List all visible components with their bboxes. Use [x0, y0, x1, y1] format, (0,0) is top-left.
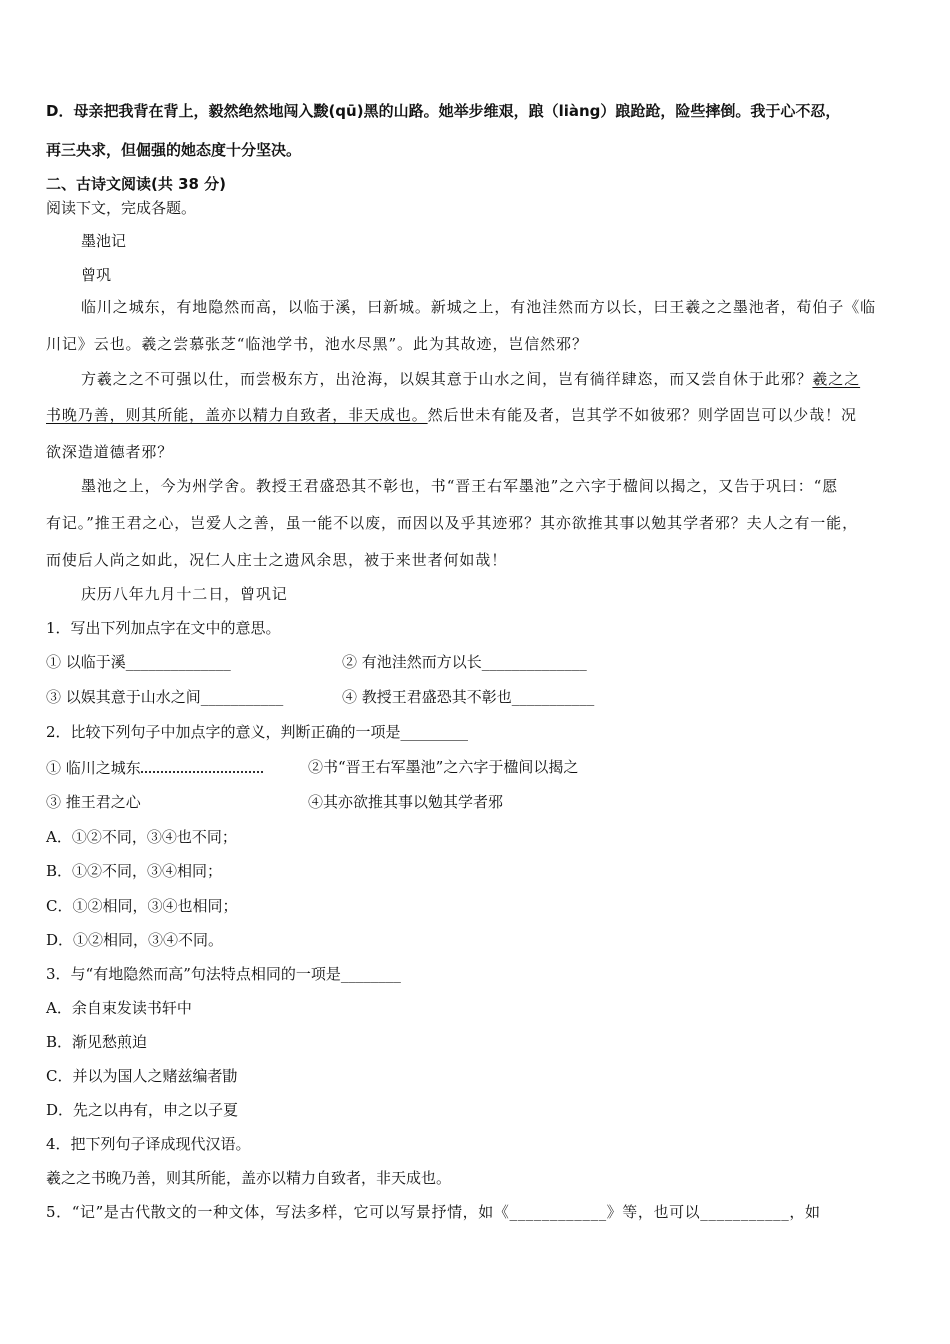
q2-item-3: ③ 推王君之心: [46, 793, 141, 811]
passage-p2-text: 然后世未有能及者，岂其学不如彼邪？则学固岂可以少哉！况: [427, 406, 857, 424]
q2-item-2: ②书“晋王右军墨池”之六字于楹间以揭之: [308, 758, 579, 776]
section-instruction: 阅读下文，完成各题。: [46, 199, 197, 217]
q2-item-1-text: ① 临川之城东: [46, 759, 141, 777]
q2-option-d: D．①②相同，③④不同。: [46, 931, 224, 949]
q3-option-d: D．先之以冉有，申之以子夏: [46, 1101, 239, 1119]
q2-item-4: ④其亦欲推其事以勉其学者邪: [308, 793, 504, 811]
q1-item-4: ④ 教授王君盛恐其不彰也___________: [342, 688, 595, 706]
q1-item-2: ② 有池洼然而方以长______________: [342, 653, 587, 671]
q3-stem: 3．与“有地隐然而高”句法特点相同的一项是________: [46, 965, 401, 983]
q4-stem: 4．把下列句子译成现代汉语。: [46, 1135, 251, 1153]
q1-item-3: ③ 以娱其意于山水之间___________: [46, 688, 284, 706]
q2-option-a: A．①②不同，③④也不同；: [46, 828, 237, 846]
passage-date: 庆历八年九月十二日，曾巩记: [81, 585, 288, 603]
q4-sentence: 羲之之书晚乃善，则其所能，盖亦以精力自致者，非天成也。: [46, 1169, 452, 1187]
q1-item-1: ① 以临于溪______________: [46, 653, 231, 671]
option-d-line-2: 再三央求，但倔强的她态度十分坚决。: [46, 141, 302, 159]
passage-author: 曾巩: [81, 266, 112, 284]
passage-p3-line-1: 墨池之上，今为州学舍。教授王君盛恐其不彰也，书“晋王右军墨池”之六字于楹间以揭之，又告于巩曰：“愿: [81, 477, 839, 495]
passage-p2-text: 方羲之之不可强以仕，而尝极东方，出沧海，以娱其意于山水之间，岂有徜徉肆恣，而又尝自休于此邪？: [81, 370, 813, 388]
passage-p2-line-3: 欲深造道德者邪？: [46, 443, 174, 461]
q3-option-b: B．渐见愁煎迫: [46, 1033, 148, 1051]
passage-p3-line-3: 而使后人尚之如此，况仁人庄士之遗风余思，被于来世者何如哉！: [46, 551, 508, 569]
passage-p1-line-2: 川记》云也。羲之尝慕张芝“临池学书，池水尽黑”。此为其故迹，岂信然邪？: [46, 335, 588, 353]
q2-option-b: B．①②不同，③④相同；: [46, 862, 223, 880]
underlined-sentence-end: 书晚乃善，则其所能，盖亦以精力自致者，非天成也。: [46, 406, 428, 424]
passage-title: 墨池记: [81, 232, 127, 250]
passage-p2-line-1: [81, 369, 860, 389]
q3-option-c: C．并以为国人之赌兹编者勖: [46, 1067, 238, 1085]
passage-p1-line-1: 临川之城东，有地隐然而高，以临于溪，曰新城。新城之上，有池洼然而方以长，曰王羲之之墨池者，荀伯子《临: [81, 298, 877, 316]
section-heading: 二、古诗文阅读(共 38 分): [46, 175, 227, 193]
q1-stem: 1．写出下列加点字在文中的意思。: [46, 619, 281, 637]
passage-p3-line-2: 有记。”推王君之心，岂爱人之善，虽一能不以废，而因以及乎其迹邪？其亦欲推其事以勉其学者邪？夫人之有一能，: [46, 514, 858, 532]
option-d-line-1: D．母亲把我背在背上，毅然绝然地闯入黢(qū)黑的山路。她举步维艰，踉（liàng）踉跄跄，险些摔倒。我于心不忍，: [46, 102, 841, 120]
q2-item-1: [46, 757, 263, 778]
dotted-emphasis: [141, 757, 263, 773]
underlined-sentence-start: 羲之之: [812, 370, 861, 388]
q2-option-c: C．①②相同，③④也相同；: [46, 897, 238, 915]
q3-option-a: A．余自束发读书轩中: [46, 999, 192, 1017]
q2-stem: 2．比较下列句子中加点字的意义，判断正确的一项是_________: [46, 723, 469, 741]
passage-p2-line-2: [46, 405, 857, 425]
q5-stem: 5．“记”是古代散文的一种文体，写法多样，它可以写景抒情，如《____________》等，也可以___________，如: [46, 1203, 821, 1221]
